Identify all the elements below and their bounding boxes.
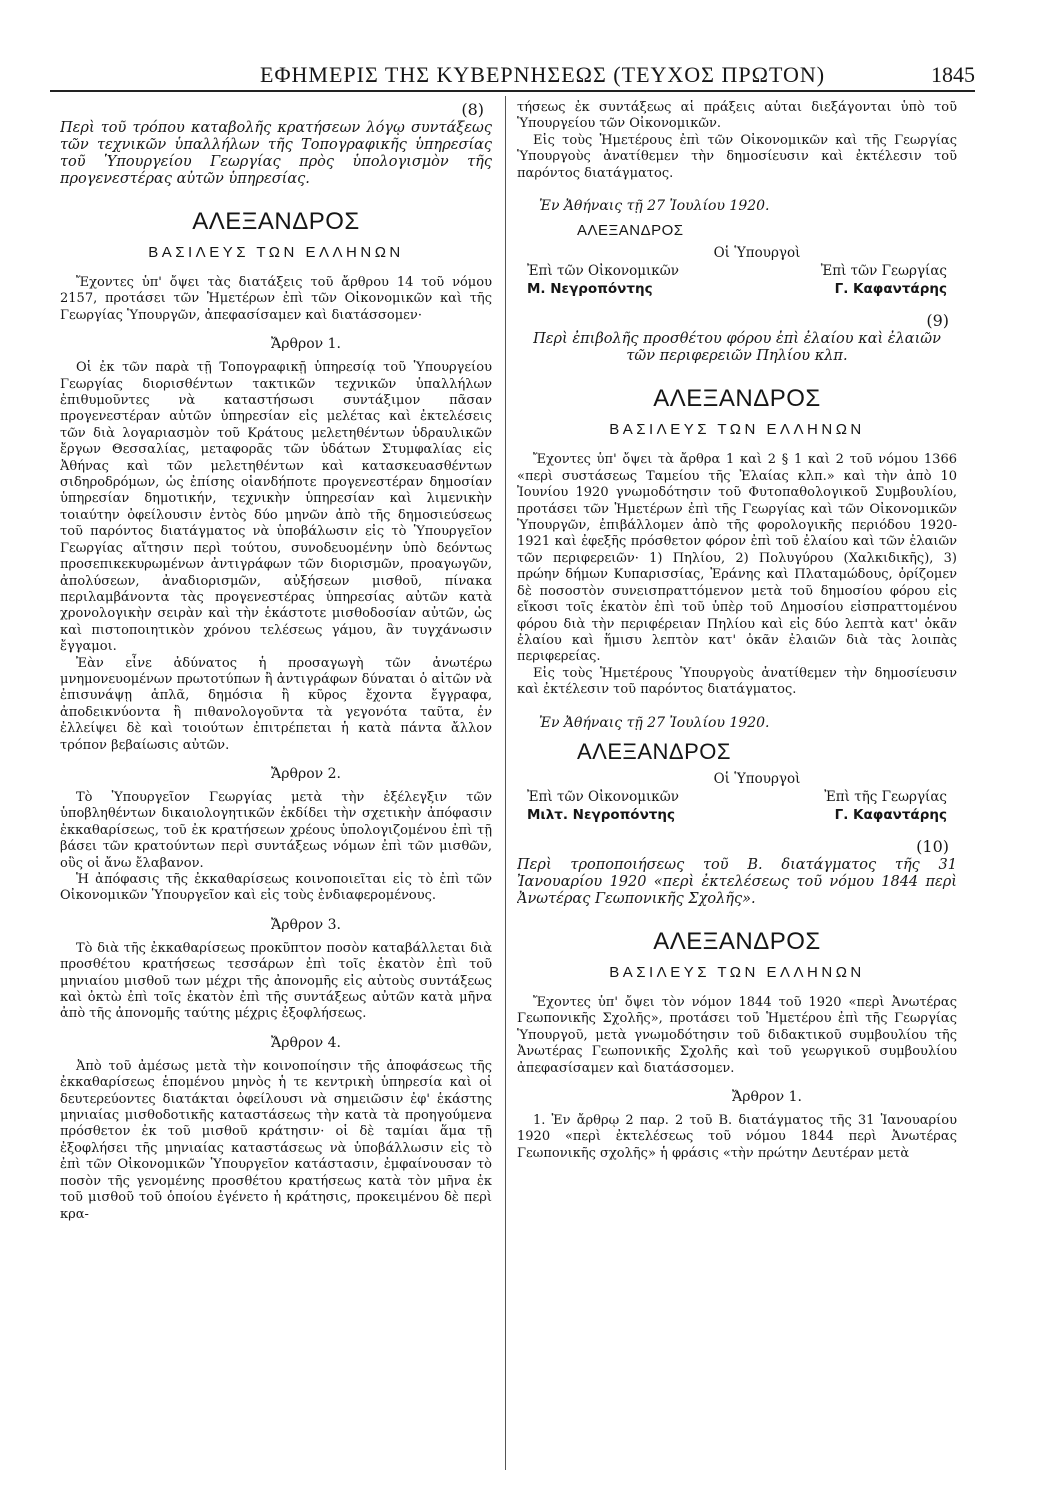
king-name: ΑΛΕΞΑΝΔΡΟΣ [192, 208, 360, 235]
minister-name-finance: Μ. Νεγροπόντης [527, 281, 653, 298]
article-paragraph: Τὸ Ὑπουργεῖον Γεωργίας μετὰ τὴν ἐξέλεγξιν τῶν ὑποβληθέντων δικαιολογητικῶν ἐκδίδει τὴν σχετικὴν ἀπόφασιν ἐκκαθαρίσεως, τοῦ ἐκ κρατήσεων χρέους ὑπολογιζομένου ἐπὶ τῇ βάσει τῶν κρατούντων περὶ συντάξεως νόμων ἐπὶ τῶν μισθῶν, οὓς οἱ ἄνω ἔλαβανον. [60, 789, 492, 871]
article-title: Ἄρθρον 3. [271, 916, 341, 933]
office-agriculture: Ἐπὶ τῶν Γεωργίας [820, 263, 947, 280]
decree-paragraph: Ἔχοντες ὑπ' ὄψει τὰ ἄρθρα 1 καὶ 2 § 1 καὶ 2 τοῦ νόμου 1366 «περὶ συστάσεως Ταμείου τῆς Ἐλαίας κλπ.» καὶ τὴν ἀπὸ 10 Ἰουνίου 1920 γνωμοδότησιν τοῦ Φυτοπαθολογικοῦ Συμβουλίου, προτάσει τῶν Ἡμετέρων ἐπὶ τῆς Γεωργίας καὶ τῶν Οἰκονομικῶν Ὑπουργῶν, ἐπιβάλλομεν ἀπὸ τῆς φορολογικῆς περιόδου 1920-1921 καὶ ἐφεξῆς πρόσθετον φόρον ἐπὶ τοῦ ἐλαίου καὶ τῶν ἐλαιῶν τῶν περιφερειῶν· 1) Πηλίου, 2) Πολυγύρου (Χαλκιδικῆς), 3) πρώην δήμων Κυπαρισσίας, Ἐράνης καὶ Πλαταμώδους, ὁρίζομεν δὲ ποσοστὸν συνεισπραττόμενον μετὰ τοῦ δημοσίου φόρου εἰς εἴκοσι τοῖς ἑκατὸν ἐπὶ τοῦ ὑπὲρ τοῦ Δημοσίου εἰσπραττομένου φόρου διὰ τὴν περιφέρειαν Πηλίου καὶ εἰς δύο λεπτὰ κατ' ὀκᾶν ἐλαίου καὶ ἥμισυ λεπτὸν κατ' ὀκᾶν ἐλαιῶν διὰ τὰς λοιπὰς περιφερείας. [517, 452, 957, 665]
date-line: Ἐν Ἀθήναις τῇ 27 Ἰουλίου 1920. [539, 198, 770, 215]
article-title: Ἄρθρον 4. [271, 1034, 341, 1051]
preamble: Ἔχοντες ὑπ' ὄψει τὰς διατάξεις τοῦ ἄρθρου 14 τοῦ νόμου 2157, προτάσει τῶν Ἡμετέρων ἐπὶ τῶν Οἰκονομικῶν καὶ τῆς Γεωργίας Ὑπουργῶν, ἀπεφασίσαμεν καὶ διατάσσομεν· [60, 275, 492, 323]
king-title: ΒΑΣΙΛΕΥΣ ΤΩΝ ΕΛΛΗΝΩΝ [148, 244, 404, 261]
article-title: Ἄρθρον 1. [271, 336, 341, 353]
article-title: Ἄρθρον 1. [732, 1088, 802, 1105]
minister-name-agriculture: Γ. Καφαντάρης [834, 806, 947, 823]
article-paragraph: Τὸ διὰ τῆς ἐκκαθαρίσεως προκῦπτον ποσὸν καταβάλλεται διὰ προσθέτου κρατήσεως τεσσάρων ἐπὶ τοῖς ἑκατὸν ἐπὶ τοῦ μηνιαίου μισθοῦ των μέχρι τῆς ἀπονομῆς εἰς αὐτοὺς συντάξεως καὶ ὀκτὼ ἐπὶ τοῖς ἑκατὸν ἐπὶ τῆς συντάξεως αὐτῶν κατὰ μῆνα ἀπὸ τῆς ἀπονομῆς ταύτης μέχρις ἐξοφλήσεως. [60, 940, 492, 1022]
minister-offices [527, 263, 947, 279]
ministers-label: Οἱ Ὑπουργοὶ [713, 770, 801, 787]
article-paragraph: Ἀπὸ τοῦ ἀμέσως μετὰ τὴν κοινοποίησιν τῆς ἀποφάσεως τῆς ἐκκαθαρίσεως ἑπομένου μηνὸς ἡ τε κεντρικὴ ὑπηρεσία καὶ οἱ δευτερεύοντες διατάκται ὀφείλουσι νὰ σημειῶσιν ἐφ' ἑκάστης μηνιαίας μισθοδοτικῆς καταστάσεως τὴν κατὰ τὰ προηγούμενα πρόσθετον ἐκ τοῦ μισθοῦ κράτησιν· οἱ δὲ ταμίαι ἅμα τῇ ἐξοφλήσει τῆς μηνιαίας καταστάσεως νὰ ὑποβάλλωσιν εἰς τὸ ἐπὶ τῶν Οἰκονομικῶν Ὑπουργεῖον κατάστασιν, ἐμφαίνουσαν τὸ ποσὸν τῆς γενομένης προσθέτου κρατήσεως κατὰ τὸν μῆνα ἐκ τοῦ μισθοῦ τοῦ ὁποίου ἐγένετο ἡ κράτησις, προκειμένου δὲ περὶ κρα- [60, 1058, 492, 1222]
running-title: ΕΦΗΜΕΡΙΣ ΤΗΣ ΚΥΒΕΡΝΗΣΕΩΣ (ΤΕΥΧΟΣ ΠΡΩΤΟΝ) [260, 62, 826, 87]
ministers-label: Οἱ Ὑπουργοὶ [713, 245, 801, 262]
signature-king: ΑΛΕΞΑΝΔΡΟΣ [577, 738, 731, 764]
decree-number: (8) [461, 100, 484, 119]
decree-subject: Περὶ τροποποιήσεως τοῦ Β. διατάγματος τῆς 31 Ἰανουαρίου 1920 «περὶ ἐκτελέσεως τοῦ νόμου 1844 περὶ Ἀνωτέρας Γεωπονικῆς Σχολῆς». [517, 856, 957, 907]
minister-names [527, 807, 947, 823]
office-finance: Ἐπὶ τῶν Οἰκονομικῶν [527, 263, 679, 280]
right-column [517, 100, 957, 1480]
decree-number: (9) [926, 311, 949, 331]
king-name: ΑΛΕΞΑΝΔΡΟΣ [653, 927, 821, 955]
article-title: Ἄρθρον 2. [271, 765, 341, 782]
article-paragraph: Ἐὰν εἶνε ἀδύνατος ἡ προσαγωγὴ τῶν ἀνωτέρω μνημονευομένων πρωτοτύπων ἢ ἀντιγράφων δύναται ὁ αἰτῶν νὰ ἐπισυνάψῃ ἁπλᾶ, δημόσια ἢ κῦρος ἔχοντα ἔγγραφα, ἀποδεικνύοντα ἢ πιθανολογοῦντα τὰ γεγονότα ταῦτα, ἐν ἐλλείψει δὲ καὶ τοιούτων ἐπιτρέπεται ἡ κατὰ πάντα ἄλλον τρόπον βεβαίωσις αὐτῶν. [60, 655, 492, 753]
decree-subject: Περὶ τοῦ τρόπου καταβολῆς κρατήσεων λόγῳ συντάξεως τῶν τεχνικῶν ὑπαλλήλων τῆς Τοπογραφικῆς ὑπηρεσίας τοῦ Ὑπουργείου Γεωργίας πρὸς ὑπολογισμὸν τῆς προγενεστέρας αὐτῶν ὑπηρεσίας. [60, 120, 492, 187]
closing-paragraph: Εἰς τοὺς Ἡμετέρους ἐπὶ τῶν Οἰκονομικῶν καὶ τῆς Γεωργίας Ὑπουργοὺς ἀνατίθεμεν τὴν δημοσίευσιν καὶ ἐκτέλεσιν τοῦ παρόντος διατάγματος. [517, 132, 957, 181]
page-number: 1845 [931, 62, 975, 87]
page-header [50, 60, 975, 92]
column-divider [505, 96, 506, 1470]
decree-paragraph: Ἔχοντες ὑπ' ὄψει τὸν νόμον 1844 τοῦ 1920 «περὶ Ἀνωτέρας Γεωπονικῆς Σχολῆς», προτάσει τοῦ Ἡμετέρου ἐπὶ τῆς Γεωργίας Ὑπουργοῦ, μετὰ γνωμοδότησιν τοῦ διδακτικοῦ συμβουλίου τῆς Ἀνωτέρας Γεωπονικῆς Σχολῆς καὶ τοῦ γεωργικοῦ συμβουλίου ἀπεφασίσαμεν καὶ διατάσσομεν. [517, 994, 957, 1076]
decree-subject: Περὶ ἐπιβολῆς προσθέτου φόρου ἐπὶ ἐλαίου καὶ ἐλαιῶν τῶν περιφερειῶν Πηλίου κλπ. [533, 331, 941, 365]
article-paragraph: Ἡ ἀπόφασις τῆς ἐκκαθαρίσεως κοινοποιεῖται εἰς τὸ ἐπὶ τῶν Οἰκονομικῶν Ὑπουργεῖον καὶ εἰς τοὺς ἐνδιαφερομένους. [60, 872, 492, 904]
date-line: Ἐν Ἀθήναις τῇ 27 Ἰουλίου 1920. [539, 714, 770, 731]
king-title: ΒΑΣΙΛΕΥΣ ΤΩΝ ΕΛΛΗΝΩΝ [609, 421, 865, 439]
minister-names [527, 281, 947, 297]
minister-name-finance: Μιλτ. Νεγροπόντης [527, 806, 676, 823]
continued-paragraph: τήσεως ἐκ συντάξεως αἱ πράξεις αὗται διεξάγονται ὑπὸ τοῦ Ὑπουργείου τῶν Οἰκονομικῶν. [517, 100, 957, 132]
decree-paragraph: Εἰς τοὺς Ἡμετέρους Ὑπουργοὺς ἀνατίθεμεν τὴν δημοσίευσιν καὶ ἐκτέλεσιν τοῦ παρόντος διατάγματος. [517, 665, 957, 698]
office-finance: Ἐπὶ τῶν Οἰκονομικῶν [527, 788, 679, 805]
decree-number: (10) [916, 836, 949, 856]
article-paragraph: 1. Ἐν ἄρθρῳ 2 παρ. 2 τοῦ Β. διατάγματος τῆς 31 Ἰανουαρίου 1920 «περὶ ἐκτελέσεως τοῦ νόμου 1844 περὶ Ἀνωτέρας Γεωπονικῆς σχολῆς» ἡ φράσις «τὴν πρώτην Δευτέραν μετὰ [517, 1112, 957, 1161]
minister-name-agriculture: Γ. Καφαντάρης [834, 281, 947, 298]
signature-king: ΑΛΕΞΑΝΔΡΟΣ [577, 222, 684, 240]
minister-offices [527, 789, 947, 805]
article-paragraph: Οἱ ἐκ τῶν παρὰ τῇ Τοπογραφικῇ ὑπηρεσίᾳ τοῦ Ὑπουργείου Γεωργίας διορισθέντων τακτικῶν τεχνικῶν ὑπαλλήλων ἐπιθυμοῦντες νὰ καταστήσωσι συντάξιμον πᾶσαν προγενεστέραν αὐτῶν ὑπηρεσίαν εἰς μελέτας καὶ ἐκτελέσεις τῶν διὰ λογαριασμὸν τοῦ Κράτους μελετηθέντων ὑδραυλικῶν ἔργων Θεσσαλίας, μεταφορᾶς τῶν ὑδάτων Στυμφαλίας εἰς Ἀθήνας καὶ τῶν μελετηθέντων καὶ κατασκευασθέντων σιδηροδρόμων, ὡς ἐπίσης οἱανδήποτε προγενεστέραν δημοσίαν ὑπηρεσίαν δημοτικήν, τεχνικὴν ὑπηρεσίαν καὶ λιμενικὴν τοιαύτην ὀφείλουσιν ἐντὸς δύο μηνῶν ἀπὸ τῆς δημοσιεύσεως τοῦ παρόντος διατάγματος νὰ ὑποβάλωσιν εἰς τὸ Ὑπουργεῖον Γεωργίας αἴτησιν περὶ τούτου, συνοδευομένην ὑπὸ δεόντως προσεπικεκυρωμένων ἀντιγράφων τῶν διορισμῶν, προαγωγῶν, ἀπολύσεων, ἀναδιορισμῶν, αὐξήσεων μισθοῦ, πίνακα περιλαμβάνοντα τὰς προγενεστέρας ὑπηρεσίας αὐτῶν κατὰ χρονολογικὴν σειρὰν καὶ τὴν ἑκάστοτε μισθοδοσίαν αὐτῶν, ὡς καὶ πιστοποιητικὸν χρόνου τελέσεως γάμου, ἂν τυγχάνωσιν ἔγγαμοι. [60, 360, 492, 655]
king-title: ΒΑΣΙΛΕΥΣ ΤΩΝ ΕΛΛΗΝΩΝ [609, 963, 865, 981]
office-agriculture: Ἐπὶ τῆς Γεωργίας [824, 788, 947, 805]
king-name: ΑΛΕΞΑΝΔΡΟΣ [653, 385, 821, 413]
left-column [60, 100, 492, 1480]
